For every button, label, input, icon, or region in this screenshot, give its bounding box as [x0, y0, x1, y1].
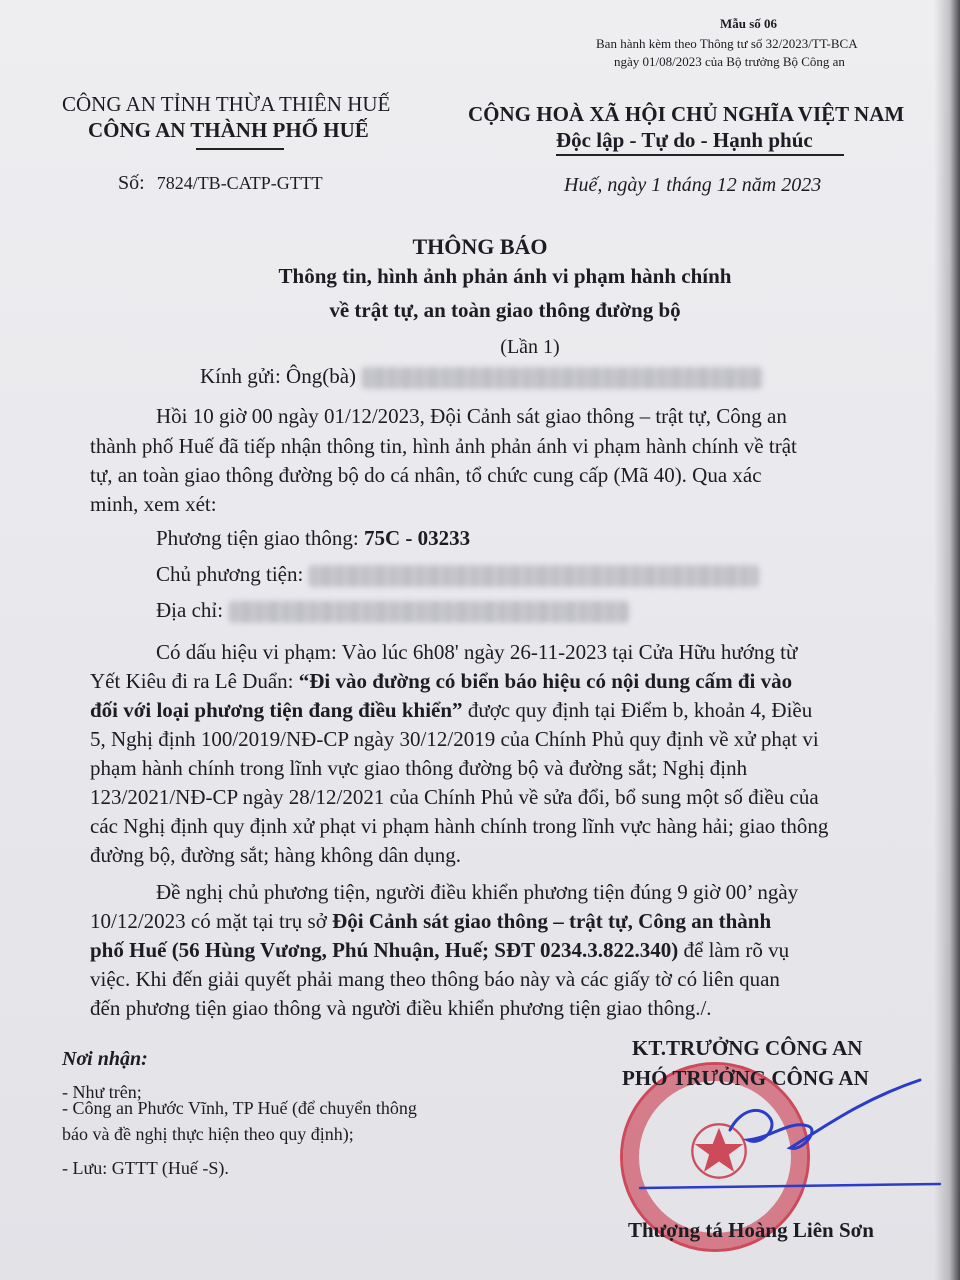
recipient-line	[200, 364, 762, 389]
handwritten-signature-icon	[620, 1060, 950, 1200]
violation-description-start: “Đi vào đường có biển báo hiệu có nội dung cấm đi vào	[298, 669, 793, 693]
vehicle-label: Phương tiện giao thông:	[156, 526, 359, 550]
form-reference-line1: Ban hành kèm theo Thông tư số 32/2023/TT-BCA	[596, 36, 858, 51]
nation-title: CỘNG HOÀ XÃ HỘI CHỦ NGHĨA VIỆT NAM	[468, 102, 905, 126]
page-edge-shadow	[934, 0, 960, 1280]
redacted-address	[229, 601, 629, 623]
request-line2	[90, 909, 771, 934]
owner-label: Chủ phương tiện:	[156, 562, 304, 586]
violation-location: Yết Kiêu đi ra Lê Duẩn:	[90, 669, 299, 693]
form-reference-line2: ngày 01/08/2023 của Bộ trưởng Bộ Công an	[614, 54, 845, 69]
redacted-recipient-name	[362, 367, 762, 389]
violation-line2	[90, 669, 792, 694]
form-number: Mẫu số 06	[720, 16, 778, 31]
recipients-item1: - Như trên;	[62, 1082, 142, 1102]
agency-name: CÔNG AN THÀNH PHỐ HUẾ	[88, 118, 369, 142]
violation-legal-basis-start: được quy định tại Điểm b, khoản 4, Điều	[462, 698, 813, 722]
vehicle-plate: 75C - 03233	[363, 526, 471, 550]
paragraph1-line4: minh, xem xét:	[90, 492, 217, 516]
violation-line4: 5, Nghị định 100/2019/NĐ-CP ngày 30/12/2019 của Chính Phủ quy định về xử phạt vi	[90, 727, 819, 751]
vehicle-line	[156, 526, 470, 551]
recipients-item4: - Lưu: GTTT (Huế -S).	[62, 1158, 229, 1178]
request-line5: đến phương tiện giao thông và người điều khiển phương tiện giao thông./.	[90, 996, 712, 1020]
recipients-item3: báo và đề nghị thực hiện theo quy định);	[62, 1124, 354, 1144]
notice-count: (Lần 1)	[500, 336, 560, 358]
document-date: Huế, ngày 1 tháng 12 năm 2023	[564, 174, 822, 196]
document-number	[118, 172, 323, 195]
violation-line5: phạm hành chính trong lĩnh vực giao thông đường bộ và đường sắt; Nghị định	[90, 756, 748, 780]
request-line4: việc. Khi đến giải quyết phải mang theo thông báo này và các giấy tờ có liên quan	[90, 967, 780, 991]
agency-underline	[196, 148, 284, 150]
document-title: THÔNG BÁO	[412, 234, 548, 259]
request-line1: Đề nghị chủ phương tiện, người điều khiển phương tiện đúng 9 giờ 00’ ngày	[156, 880, 799, 904]
paragraph1-line3: tự, an toàn giao thông đường bộ do cá nhân, tổ chức cung cấp (Mã 40). Qua xác	[90, 463, 762, 487]
recipients-title: Nơi nhận:	[62, 1048, 148, 1070]
recipient-label: Kính gửi: Ông(bà)	[200, 364, 357, 388]
address-label: Địa chỉ:	[156, 598, 224, 622]
violation-description-end: đối với loại phương tiện đang điều khiển”	[90, 698, 463, 722]
owner-line	[156, 562, 759, 587]
motto-underline	[556, 154, 844, 156]
request-line3	[90, 938, 789, 963]
paragraph1-line1: Hồi 10 giờ 00 ngày 01/12/2023, Đội Cảnh sát giao thông – trật tự, Công an	[156, 404, 787, 428]
agency-parent: CÔNG AN TỈNH THỪA THIÊN HUẾ	[62, 92, 391, 116]
document-number-label: Số:	[118, 172, 145, 194]
violation-line3	[90, 698, 812, 723]
nation-motto: Độc lập - Tự do - Hạnh phúc	[556, 128, 813, 152]
request-venue-intro: 10/12/2023 có mặt tại trụ sở	[90, 909, 333, 933]
violation-line6: 123/2021/NĐ-CP ngày 28/12/2021 của Chính Phủ về sửa đổi, bổ sung một số điều của	[90, 785, 819, 809]
signer-role-line1: KT.TRƯỞNG CÔNG AN	[632, 1036, 863, 1060]
recipients-item2: - Công an Phước Vĩnh, TP Huế (để chuyển thông	[62, 1098, 417, 1118]
request-venue-name: Đội Cảnh sát giao thông – trật tự, Công an thành	[332, 909, 772, 933]
address-line	[156, 598, 629, 623]
signer-name: Thượng tá Hoàng Liên Sơn	[628, 1218, 874, 1242]
signer-role-line2: PHÓ TRƯỞNG CÔNG AN	[622, 1066, 869, 1090]
paragraph1-line2: thành phố Huế đã tiếp nhận thông tin, hình ảnh phản ánh vi phạm hành chính về trật	[90, 434, 797, 458]
document-subtitle-line2: về trật tự, an toàn giao thông đường bộ	[329, 298, 681, 322]
document-subtitle-line1: Thông tin, hình ảnh phản ánh vi phạm hành chính	[278, 264, 732, 288]
request-venue-address: phố Huế (56 Hùng Vương, Phú Nhuận, Huế; SĐT 0234.3.822.340)	[90, 938, 679, 962]
request-purpose: để làm rõ vụ	[678, 938, 790, 962]
violation-line8: đường bộ, đường sắt; hàng không dân dụng.	[90, 843, 462, 867]
redacted-owner-name	[309, 565, 759, 587]
violation-line1: Có dấu hiệu vi phạm: Vào lúc 6h08' ngày 26-11-2023 tại Cửa Hữu hướng từ	[156, 640, 798, 664]
violation-line7: các Nghị định quy định xử phạt vi phạm hành chính trong lĩnh vực hàng hải; giao thông	[90, 814, 829, 838]
document-number-value: 7824/TB-CATP-GTTT	[156, 173, 323, 193]
